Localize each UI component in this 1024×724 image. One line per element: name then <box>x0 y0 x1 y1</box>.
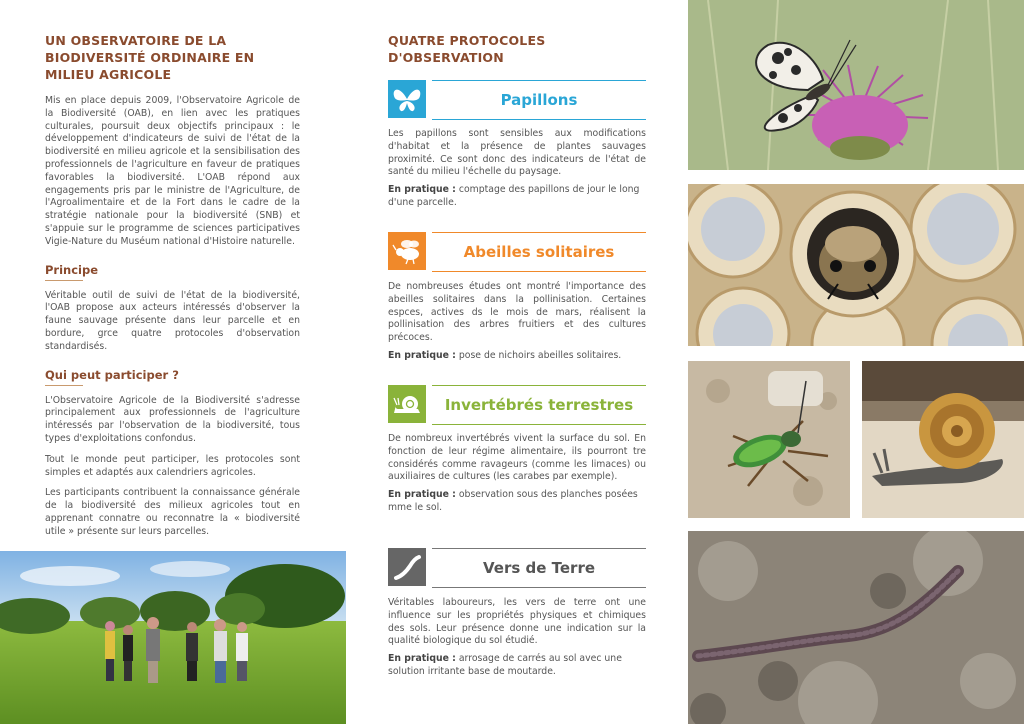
protocol-papillons-body <box>388 128 646 210</box>
protocol-abeilles-pratique <box>388 350 646 363</box>
protocol-papillons-text: Les papillons sont sensibles aux modifications d'habitat et la présence de plantes sauvages proximité. Ce sont donc des indicateurs de l'état de santé du milieu l'échelle du paysage. <box>388 128 646 178</box>
qui-text-1: L'Observatoire Agricole de la Biodiversité s'adresse principalement aux professionnels de l'agriculture intéressés par l'observation de la biodiversité, tous types d'exploitations confondus. <box>45 394 300 444</box>
butterfly-photo <box>688 0 1024 170</box>
protocol-papillons-pratique <box>388 184 646 210</box>
protocol-vers-body <box>388 597 646 679</box>
protocols-title: QUATRE PROTOCOLES D'OBSERVATION <box>388 33 546 65</box>
field-photo <box>0 551 346 724</box>
protocol-vers-header <box>388 548 646 588</box>
pratique-text: arrosage de carrés au sol avec une solution irritante base de moutarde. <box>388 653 622 677</box>
qui-text-3: Les participants contribuent la connaissance générale de la biodiversité des milieux agricoles tout en apprenant connatre ou reconnatre la « biodiversité utile » présente sur leurs parcelles. <box>45 487 300 537</box>
bee-photo <box>688 184 1024 346</box>
protocol-papillons-title: Papillons <box>432 80 646 120</box>
earthworm-photo <box>688 531 1024 724</box>
protocol-invertebres-pratique <box>388 489 646 515</box>
butterfly-icon <box>388 80 426 118</box>
pratique-label: En pratique : <box>388 653 456 665</box>
earthworm-icon <box>388 548 426 586</box>
bee-icon <box>388 232 426 270</box>
protocol-vers-text: Véritables laboureurs, les vers de terre ont une influence sur les propriétés physiques et chimiques des sols. Leur présence donne une indication sur la qualité biologique du sol étudié. <box>388 597 646 647</box>
protocol-invertebres-title: Invertébrés terrestres <box>432 385 646 425</box>
pratique-text: comptage des papillons de jour le long d'une parcelle. <box>388 184 640 208</box>
principe-heading: Principe <box>45 262 99 277</box>
protocol-vers-title: Vers de Terre <box>432 548 646 588</box>
protocol-abeilles-body <box>388 281 646 363</box>
snail-icon <box>388 385 426 423</box>
qui-rule <box>45 385 83 386</box>
beetle-photo <box>688 361 850 518</box>
qui-section <box>45 368 300 539</box>
principe-rule <box>45 280 83 281</box>
protocol-abeilles-title: Abeilles solitaires <box>432 232 646 272</box>
left-column <box>45 32 300 539</box>
protocol-invertebres-header <box>388 385 646 425</box>
protocol-invertebres-body <box>388 433 646 515</box>
protocol-invertebres-text: De nombreux invertébrés vivent la surface du sol. En fonction de leur régime alimentaire, ils pourront tre considérés comme ravageurs (comme les limaces) ou auxiliaires de cultures (les carabes par exemple). <box>388 433 646 483</box>
principe-text: Véritable outil de suivi de l'état de la biodiversité, l'OAB propose aux acteurs intéressés d'observer la faune sauvage présente dans leur parcelle et en bordure, grce quatre protocoles d'observation standardisés. <box>45 289 300 352</box>
pratique-label: En pratique : <box>388 489 456 501</box>
pratique-text: observation sous des planches posées mme le sol. <box>388 489 638 513</box>
qui-text-2: Tout le monde peut participer, les protocoles sont simples et adaptés aux calendriers agricoles. <box>45 453 300 478</box>
qui-heading: Qui peut participer ? <box>45 367 179 382</box>
protocol-abeilles-text: De nombreuses études ont montré l'importance des abeilles solitaires dans la pollinisation. Certaines espces, actives ds le mois de mars, réalisent la pollinisation des arbres fruitiers et des cultures précoces. <box>388 281 646 344</box>
pratique-label: En pratique : <box>388 349 456 361</box>
main-title: UN OBSERVATOIRE DE LA BIODIVERSITÉ ORDINAIRE EN MILIEU AGRICOLE <box>45 33 255 82</box>
pratique-label: En pratique : <box>388 184 456 196</box>
protocol-abeilles-header <box>388 232 646 272</box>
intro-paragraph: Mis en place depuis 2009, l'Observatoire Agricole de la Biodiversité (OAB), en lien avec les pratiques culturales, poursuit deux objectifs principaux : le développement d'indicateurs de suivi de l'état de la biodiversité en milieu agricole et la sensibilisation des professionnels de l'agriculture en faveur de pratiques favorables la biodiversité. L'OAB répond aux engagements pris par le ministre de l'Agriculture, de l'Agroalimentaire et de la Fort dans le cadre de la stratégie nationale pour la biodiversité (SNB) et s'appuie sur le programme de sciences participatives Vigie-Nature du Muséum national d'Histoire naturelle. <box>45 95 300 247</box>
principe-section <box>45 263 300 354</box>
snail-photo <box>862 361 1024 518</box>
protocol-papillons-header <box>388 80 646 120</box>
protocol-vers-pratique <box>388 653 646 679</box>
pratique-text: pose de nichoirs abeilles solitaires. <box>458 349 622 361</box>
